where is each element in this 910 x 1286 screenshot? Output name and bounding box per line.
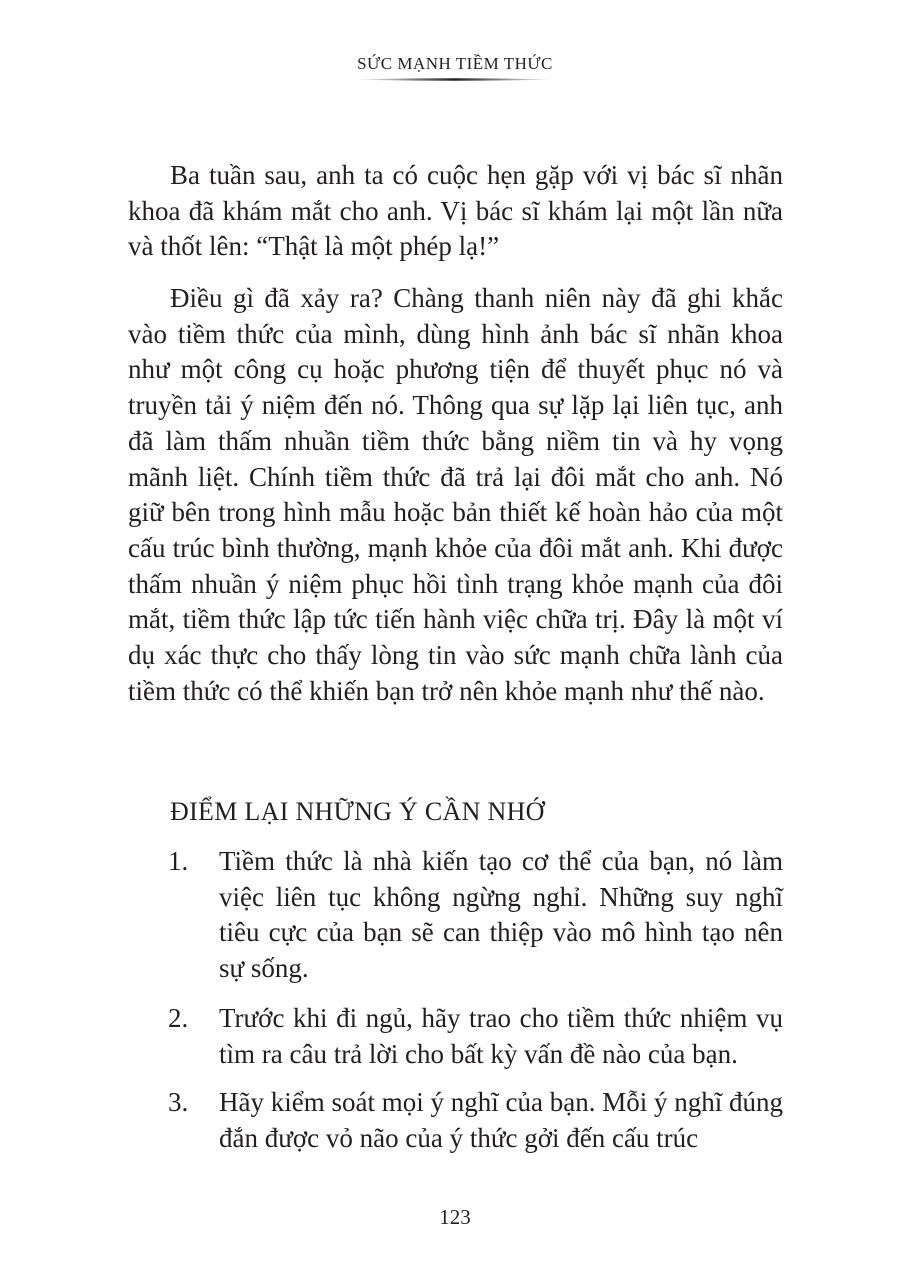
list-item-text: Trước khi đi ngủ, hãy trao cho tiềm thức nhiệm vụ tìm ra câu trả lời cho bất kỳ vấn đề nào của bạn.: [219, 1003, 783, 1069]
list-item-number: 2.: [168, 1003, 189, 1033]
list-item-text: Tiềm thức là nhà kiến tạo cơ thể của bạn, nó làm việc liên tục không ngừng nghỉ. Những suy nghĩ tiêu cực của bạn sẽ can thiệp vào mô hình tạo nên sự sống.: [219, 846, 783, 984]
page-number: 123: [439, 1205, 471, 1229]
list-item-number: 3.: [168, 1087, 189, 1117]
running-header: SỨC MẠNH TIỀM THỨC: [357, 54, 553, 73]
header-rule: [355, 77, 555, 82]
paragraph-2-block: [128, 281, 783, 709]
section-title: ĐIỂM LẠI NHỮNG Ý CẦN NHỚ: [170, 797, 545, 826]
paragraph: Ba tuần sau, anh ta có cuộc hẹn gặp với vị bác sĩ nhãn khoa đã khám mắt cho anh. Vị bác sĩ khám lại một lần nữa và thốt lên: “Thật là một phép lạ!”: [128, 160, 783, 262]
list-item-text: Hãy kiểm soát mọi ý nghĩ của bạn. Mỗi ý nghĩ đúng đắn được vỏ não của ý thức gởi đến cấu trúc: [219, 1087, 783, 1153]
list-item-number: 1.: [168, 846, 189, 876]
paragraph-1-block: [128, 158, 783, 265]
paragraph: Điều gì đã xảy ra? Chàng thanh niên này đã ghi khắc vào tiềm thức của mình, dùng hình ảnh bác sĩ nhãn khoa như một công cụ hoặc phương tiện để thuyết phục nó và truyền tải ý niệm đến nó. Thông qua sự lặp lại liên tục, anh đã làm thấm nhuần tiềm thức bằng niềm tin và hy vọng mãnh liệt. Chính tiềm thức đã trả lại đôi mắt cho anh. Nó giữ bên trong hình mẫu hoặc bản thiết kế hoàn hảo của một cấu trúc bình thường, mạnh khỏe của đôi mắt anh. Khi được thấm nhuần ý niệm phục hồi tình trạng khỏe mạnh của đôi mắt, tiềm thức lập tức tiến hành việc chữa trị. Đây là một ví dụ xác thực cho thấy lòng tin vào sức mạnh chữa lành của tiềm thức có thể khiến bạn trở nên khỏe mạnh như thế nào.: [128, 283, 783, 706]
